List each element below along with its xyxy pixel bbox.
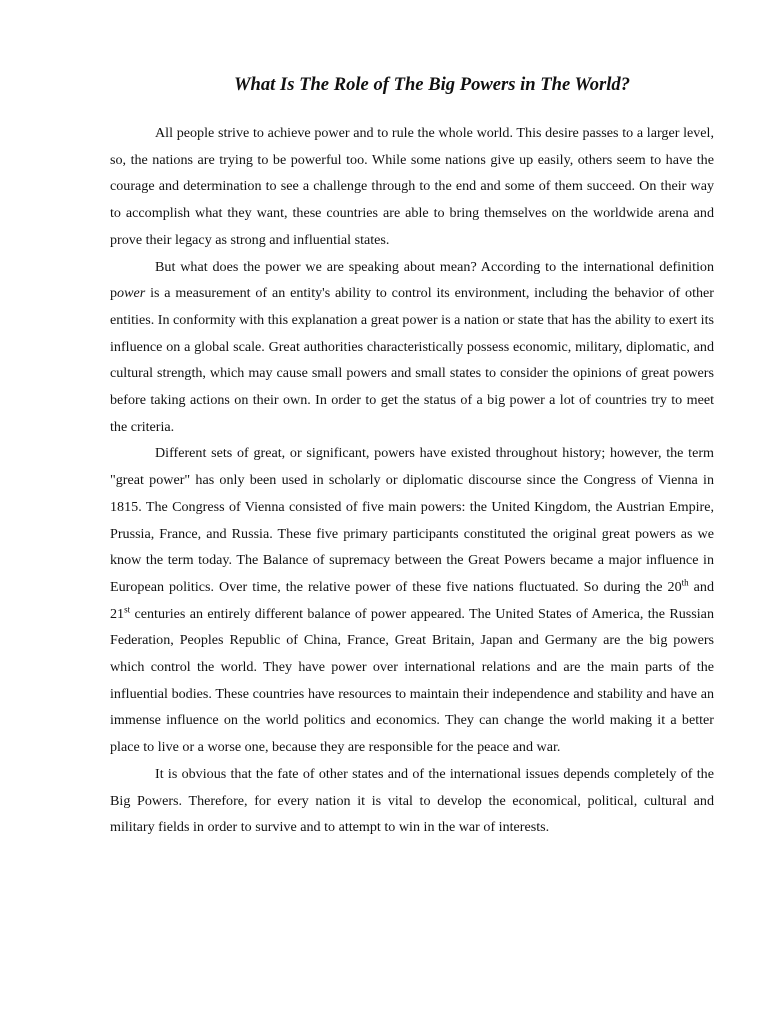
document-body (110, 120, 714, 841)
paragraph-3 (110, 440, 714, 760)
paragraph-3-text-middle: and 21 (110, 578, 715, 622)
paragraph-2-italic-word: ower (117, 285, 146, 302)
paragraph-1: All people strive to achieve power and to rule the whole world. This desire passes to a larger level, so, the nations are trying to be powerful too. While some nations give up easily, others seem to have the courage and determination to see a challenge through to the end and some of them succeed. On their way to accomplish what they want, these countries are able to bring themselves on the worldwide arena and prove their legacy as strong and influential states. (110, 125, 714, 248)
page-title: What Is The Role of The Big Powers in The World? (233, 74, 630, 95)
paragraph-2-text-end: is a measurement of an entity's ability to control its environment, including the behavior of other entities. In conformity with this explanation a great power is a nation or state that has the ability to exert its influence on a global scale. Great authorities characteristically possess economic, military, diplomatic, and cultural strength, which may cause small powers and small states to consider the opinions of great powers before taking actions on their own. In order to get the status of a big power a lot of countries try to meet the criteria. (110, 285, 714, 435)
paragraph-3-text-start: Different sets of great, or significant, powers have existed throughout history; however, the term "great power" has only been used in scholarly or diplomatic discourse since the Congress of Vienna in 1815. The Congress of Vienna consisted of five main powers: the United Kingdom, the Austrian Empire, Prussia, France, and Russia. These five primary participants constituted the original great powers as we know the term today. The Balance of supremacy between the Great Powers became a major influence in European politics. Over time, the relative power of these five nations fluctuated. So during the 20 (110, 445, 714, 595)
ordinal-suffix-st: st (124, 603, 131, 614)
ordinal-suffix-th: th (681, 577, 689, 588)
paragraph-2 (110, 254, 714, 441)
paragraph-3-text-end: centuries an entirely different balance of power appeared. The United States of America, the Russian Federation, Peoples Republic of China, France, Great Britain, Japan and Germany are the big powers which control the world. They have power over international relations and are the main parts of the influential bodies. These countries have resources to maintain their independence and stability and have an immense influence on the world politics and economics. They can change the world making it a better place to live or a worse one, because they are responsible for the peace and war. (110, 605, 714, 756)
paragraph-4: It is obvious that the fate of other states and of the international issues depends completely of the Big Powers. Therefore, for every nation it is vital to develop the economical, political, cultural and military fields in order to survive and to attempt to win in the war of interests. (110, 765, 714, 836)
paragraph-2-text-start: But what does the power we are speaking about mean? According to the international definition p (110, 258, 714, 302)
